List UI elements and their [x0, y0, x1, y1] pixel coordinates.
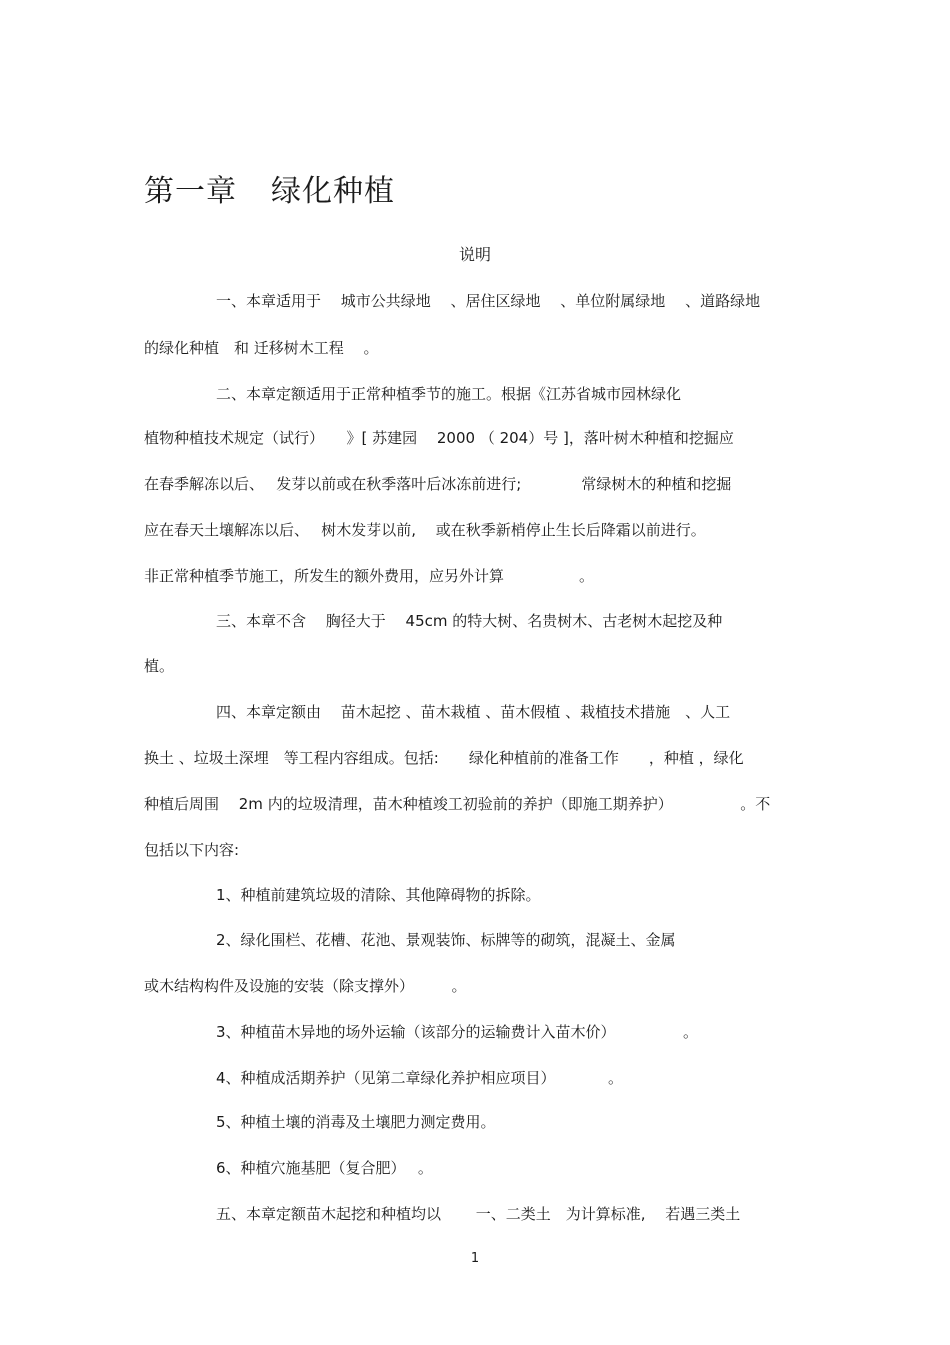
text-line-18: 4、种植成活期养护（见第二章绿化养护相应项目） 。 [216, 1069, 624, 1087]
text-line-12: 种植后周围 2m 内的垃圾清理，苗木种植竣工初验前的养护（即施工期养护） 。不 [144, 795, 771, 813]
text-line-1: 一、本章适用于 城市公共绿地 、居住区绿地 、单位附属绿地 、道路绿地 [216, 292, 761, 310]
text-line-20: 6、种植穴施基肥（复合肥） 。 [216, 1159, 433, 1177]
text-line-19: 5、种植土壤的消毒及土壤肥力测定费用。 [216, 1113, 496, 1131]
page-number: 1 [470, 1251, 480, 1266]
text-line-9: 植。 [144, 657, 175, 675]
text-line-10: 四、本章定额由 苗木起挖 、苗木栽植 、苗木假植 、栽植技术措施 、人工 [216, 703, 731, 721]
chapter-name: 绿化种植 [271, 174, 395, 209]
section-title: 说明 [458, 245, 491, 264]
text-line-21: 五、本章定额苗木起挖和种植均以 一、二类土 为计算标准, 若遇三类土 [216, 1205, 741, 1223]
text-line-15: 2、绿化围栏、花槽、花池、景观装饰、标牌等的砌筑，混凝土、金属 [216, 931, 676, 949]
text-line-6: 应在春天土壤解冻以后、 树木发芽以前, 或在秋季新梢停止生长后降霜以前进行。 [144, 521, 706, 539]
text-line-3: 二、本章定额适用于正常种植季节的施工。根据《江苏省城市园林绿化 [216, 385, 682, 403]
text-line-11: 换土 、垃圾土深埋 等工程内容组成。包括: 绿化种植前的准备工作 ，种植 ，绿化 [144, 749, 744, 767]
text-line-5: 在春季解冻以后、 发芽以前或在秋季落叶后冰冻前进行; 常绿树木的种植和挖掘 [144, 475, 732, 493]
text-line-2: 的绿化种植 和 迁移树木工程 。 [144, 339, 379, 357]
text-line-7: 非正常种植季节施工，所发生的额外费用，应另外计算 。 [144, 567, 595, 585]
text-line-8: 三、本章不含 胸径大于 45cm 的特大树、名贵树木、古老树木起挖及种 [216, 612, 723, 630]
text-line-4: 植物种植技术规定（试行） 》[ 苏建园 2000 （ 204）号 ]，落叶树木种植和挖掘应 [144, 429, 734, 447]
chapter-title [144, 166, 395, 210]
text-line-17: 3、种植苗木异地的场外运输（该部分的运输费计入苗木价） 。 [216, 1023, 699, 1041]
text-line-16: 或木结构构件及设施的安装（除支撑外） 。 [144, 977, 467, 995]
chapter-number: 第一章 [144, 174, 237, 209]
text-line-14: 1、种植前建筑垃圾的清除、其他障碍物的拆除。 [216, 886, 541, 904]
text-line-13: 包括以下内容: [144, 841, 240, 859]
